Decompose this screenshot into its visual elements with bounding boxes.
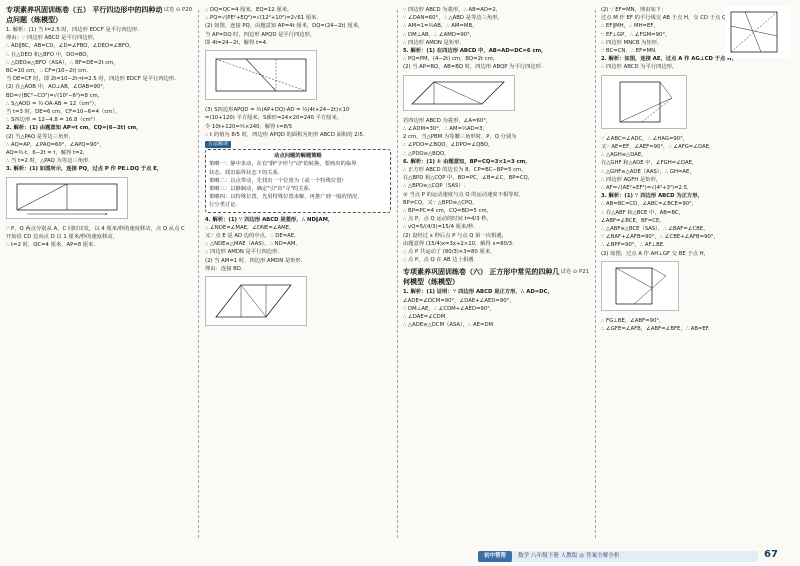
text-line: (2) 在△AOB 中，AO⊥AB，∠OAB=90°， (6, 84, 109, 91)
text-line: ∴ AQ=AP，∠PAQ=60°，∠APQ=90°， (6, 141, 105, 148)
section-title-6: 试卷 ⊙ P21 专项素养巩固训练卷（六） 正方形中常见的四种几何模型（练模型） (403, 268, 589, 286)
text-line: ∴ △AGH≌△DAE， (601, 152, 647, 159)
method-title: 动点问题的解题策略 (274, 153, 322, 160)
text-line: 2 cm，当△PBM 为等腰三角形时，P，Q 分别为 (403, 134, 517, 141)
square-figure-3 (601, 261, 679, 311)
text-line: 在△BPD 和△CQP 中，BD=PC，∠B=∠C，BP=CQ， (403, 175, 534, 182)
method-box (205, 149, 391, 212)
text-line: ∴ PQ=√(PE²+EQ²)=√(12²+10²)=2√61 厘米. (205, 15, 319, 22)
column-4 (601, 6, 791, 544)
text-line: ∴ ∠PDO=∠BQO，∠DPO=∠QBO， (403, 142, 494, 149)
text-line: 开始沿 CD 边向点 D 以 1 厘米/秒的速度移动， (6, 234, 118, 241)
text-line: ∴ 正方形 ABCD 的边长为 8，CP=BC−BP=5 cm， (403, 167, 527, 174)
text-line: ∴ 在△DEO 和△BFO 中，DO=BO， (6, 51, 92, 58)
method-line: 行分类讨论. (209, 202, 238, 209)
text-line: ∵ ∠ABC=∠ADC，∴ ∠HAG=90°， (601, 135, 689, 142)
method-line: 状态，找出临界状态下的关系. (209, 169, 280, 176)
footer-brand: 初中帮帮 (478, 551, 512, 562)
text-line: ∴ t 的值为 8/5 时，四边形 APQD 的面积为矩形 ABCD 面积的 2/5. (205, 131, 365, 138)
rectangle-figure-1 (6, 177, 128, 219)
text-line: ∴ 四边形 MNCB 为矩形， (601, 39, 663, 46)
text-line: ∴ 四边形 AMDN 是矩形. (403, 39, 462, 46)
square-figure-2 (601, 75, 687, 129)
text-line: ∵ 四边形 ABCD 为菱形，∴ AB=AD=2， (403, 7, 501, 13)
text-line: ∴ △PDO≌△BQO， (403, 150, 450, 157)
text-line: ∴ BP=PC=4 cm，CQ=BD=5 cm， (403, 208, 492, 215)
text-line: ∴ △ABF≌△BCE（SAS），∴ ∠BAF=∠CBE， (601, 226, 709, 233)
text-line: ∵ DM⊥AE，∴ ∠CDM+∠AED=90°， (403, 305, 496, 312)
text-line: 6. 解析：(1) ① 由题意知，BP=CQ=3×1=3 cm， (403, 158, 531, 165)
text-line: ∴ 四边形 AMDN 是平行四边形. (205, 249, 280, 256)
text-line: 过点 M 作 EF 的平行线交 AB 于点 H，交 CD 于点 Q， (601, 15, 732, 22)
text-line: 2. 解析：如图，连接 AE，过点 A 作 AG⊥CD 于点 H， (601, 56, 737, 63)
text-line: BD=√(BC²−CD²)=√(10²−6²)=8 cm， (6, 92, 103, 99)
text-line: (2) ∵ EF=MN，理由如下： (601, 7, 667, 13)
method-line: 策略一：静中求动，在有"静"字形与"动"的转换，要画出的临界 (209, 161, 357, 168)
text-line: 1. 解析：(1) 当 t=2.5 时，四边形 EDCF 是平行四边形. (6, 27, 139, 33)
text-line: ∴ FG⊥BE，∠ABF=90°， (601, 318, 665, 325)
text-line: 3. 解析：(1) 如图所示，连接 PQ，过点 P 作 PE⊥DQ 于点 E， (6, 166, 163, 173)
text-line: ∵ ∠BAF+∠AFB=90°，∴ ∠CBE+∠AFB=90°， (601, 234, 719, 241)
text-line: ∴ 在△ABF 和△BCE 中，AB=BC， (601, 209, 684, 216)
text-line: (2) 当 AM=1 时，四边形 AMDN 是矩形. (205, 257, 303, 264)
text-line: ∴ 四边形 ABCD 为平行四边形， (601, 64, 678, 71)
text-line: ∴ 点 P，点 Q 运动的时间 t=4/3 秒， (403, 216, 492, 223)
text-line: ∴ 点 P，点 Q 在 AB 边上相遇. (403, 257, 476, 264)
rhombus-figure (205, 276, 307, 326)
text-line: ∴ △BPD≌△CQP（SAS）. (403, 183, 466, 190)
section-ref: 试卷 ⊙ P20 (163, 7, 192, 13)
text-line: (3) S四边形APQD = ½(AP+DQ)·AD = ½(4t+24−2t)×10 (205, 107, 350, 114)
text-line: ∴ EF∥MH，∴ MH=EF， (601, 23, 659, 30)
text-line: BC=10 cm，∴ CF=(10−2t) cm. (6, 68, 88, 75)
section-title-5: 试卷 ⊙ P20 专项素养巩固训练卷（五） 平行四边形中的四种动点问题（练模型） (6, 6, 192, 24)
text-line: ∴ PQ=PM，(4−2t) cm，BQ=2t cm， (403, 56, 499, 63)
text-line: ∴ AF=√(AE²+EF²)=√(4²+3²)=2.5， (601, 185, 693, 192)
parallelogram-figure (403, 75, 515, 111)
text-line: ∴ t=2 时，QC=4 厘米，AP=8 厘米. (6, 242, 96, 249)
text-line: (2) 当 AP=BQ，AB=BQ 时，四边形 ABQP 为平行四边形. (403, 64, 543, 71)
text-line: 4. 解析：(1) ∵ 四边形 ABCD 是菱形，∴ ND∥AM， (205, 216, 334, 223)
text-line: ∴ AM=1=½AB，∴ AM=MB， (403, 23, 478, 30)
text-line: 5. 解析：(1) 在四边形 ABCD 中，AB=AD=DC=6 cm， (403, 48, 547, 55)
text-line: ∴ AD∥BC，AB=CD，∠D=∠FBO，∠DEO=∠BFO， (6, 43, 135, 50)
text-line: ∵ EF⊥GP，∴ ∠FGM=90°， (601, 31, 671, 38)
text-line: 若四边形 ABCD 为菱形，∠A=60°， (403, 117, 492, 124)
text-line: BP≠CQ，又∵ △BPD≌△CPQ， (403, 199, 478, 206)
rectangle-figure-2 (205, 50, 317, 100)
text-line: 理由：∵ 四边形 ABCD 是平行四边形， (6, 35, 99, 42)
method-line: 策略三：以静制动，确定"引"出"寻"的关系. (209, 186, 311, 193)
text-line: ∴ ∠GFE=∠AFB，∠ABF=∠BFE，∴ AB=EF. (601, 326, 710, 333)
text-line: 3. 解析：(1) ∵ 四边形 ABCD 为正方形， (601, 193, 703, 200)
text-line: ∴ 当 t=2 时，△PAQ 为等边三角形. (6, 158, 90, 165)
text-line: ∴ DQ=QC=4 厘米，EQ=12 厘米， (205, 7, 293, 13)
text-line: 令 10t+120=⅖×240，解得 t=8/5 (205, 123, 293, 130)
text-line: ∴ S四边形 = 12−4.8 = 16.8（cm²） (6, 117, 99, 124)
text-line: 当 AP=DQ 时，四边形 APQD 是平行四边形， (205, 31, 316, 38)
text-line: ∠ABF=∠BCE，BF=CE， (601, 217, 665, 224)
text-line: (2) 如图，过点 A 作 AH⊥GF 交 BE 于点 H， (601, 250, 709, 257)
text-line: ∵ BC=CN，∴ EF=MN. (601, 48, 657, 55)
text-line: ② 当点 P 的运动速度与点 Q 的运动速度不相等时， (403, 191, 525, 198)
text-line: 1. 解析：(1) 证明：∵ 四边形 ABCD 是正方形，∴ AD=DC， (403, 289, 553, 296)
column-divider (595, 10, 596, 538)
method-line: 策略四：以特殊位置，先用特殊位置求解，再推广到一般的情况， (209, 194, 363, 201)
text-line: 即 4t=24−2t，解得 t=4. (205, 39, 268, 46)
page-number: 67 (764, 549, 778, 560)
text-line: (2) 如图，连接 PQ，由题意知 AP=4t 厘米，DQ=(24−2t) 厘米， (205, 23, 364, 30)
text-line: ∴ S△AOD = ½·OA·AB = 12（cm²）， (6, 100, 100, 107)
text-line: ∵ P，Q 两点分别从 A，C 同时出发，以 4 厘米/秒的速度移动，点 Q 从点 C (6, 225, 185, 232)
text-line: AQ=½·t，6−2t = t，解得 t=2， (6, 150, 89, 157)
text-line: (2) 设经过 x 秒后点 P 与点 Q 第一次相遇， (403, 232, 507, 239)
text-line: ∴ AB=BC=CD，∠ABC=∠BCE=90°， (601, 201, 698, 208)
column-divider (198, 10, 199, 538)
column-1 (6, 6, 192, 544)
column-2 (205, 6, 391, 544)
text-line: 又∵ AE=EF，∠AEF=90°，∴ ∠AFG=∠DAE， (601, 144, 715, 151)
text-line: ∴ DM⊥AB，∴ ∠AMD=90°， (403, 31, 476, 38)
square-figure-1 (725, 6, 791, 58)
text-line: ∴ 四边形 AGFH 是矩形， (601, 176, 662, 183)
section-ref: 试卷 ⊙ P21 (560, 269, 589, 276)
text-line: 又∵ 点 E 是 AD 边的中点，∴ DE=AE， (205, 233, 300, 240)
text-line: ∴ ∠BPF=90°，∴ AF⊥BE. (601, 242, 665, 249)
text-line: ∴ 点 P 共运动了 (80/3)×3=80 厘米， (403, 249, 496, 256)
text-line: 在△GHF 和△ADE 中，∠FGH=∠DAE， (601, 160, 698, 167)
text-line: =(10+120) 平方厘米，S梯形=24×20=240 平方厘米， (205, 115, 343, 122)
text-line: ∠ADE=∠DCM=90°，∠DAE+∠AED=90°， (403, 297, 515, 304)
text-line: ∴ △DEO≌△BFO（ASA），∴ BF=DE=2t cm， (6, 59, 119, 66)
column-divider (397, 10, 398, 538)
footer-info: 数学 八年级下册 人教版 ◎ 答案全解全析 (518, 553, 620, 559)
text-line: 当 DE=CF 时，即 2t=10−2t⇒t=2.5 时，四边形 EDCF 是平行四边形. (6, 76, 176, 83)
text-line: ∴ △ADE≌△DCM（ASA），∴ AE=DM. (403, 322, 495, 329)
text-line: 理由：连接 BD. (205, 265, 243, 272)
text-line: 2. 解析：(1) 由题意知 AP=t cm，CQ=(6−2t) cm， (6, 125, 142, 132)
text-line: 由题意得 (15/4)x=3x+2×10，解得 x=80/3. (403, 240, 514, 247)
method-line: 策略二：以点带动，先找出一个位置为（或一个特殊位置） (209, 177, 347, 184)
text-line: ∴ vQ=5/(4/3)=15/4 厘米/秒. (403, 224, 475, 231)
text-line: 当 t=3 时，DE=6 cm，CF=10−6=4（cm）， (6, 109, 121, 116)
text-line: ∴ △GHF≌△ADE（AAS），∴ GH=AE， (601, 168, 695, 175)
text-line: ∴ ∠DAE=∠CDM， (403, 314, 451, 321)
text-line: ∴ △NDE≌△MAE（AAS），∴ ND=AM， (205, 241, 301, 248)
column-3 (403, 6, 589, 544)
text-line: ∵ ∠DAN=60°，∴ △ABD 是等边三角形， (403, 15, 503, 22)
page-footer (0, 546, 800, 566)
text-line: ∴ ∠ADM=30°，∴ AM=½AD=3， (403, 126, 488, 133)
text-line: ∴ ∠NDE=∠MAE，∠DNE=∠AME， (205, 224, 295, 231)
text-line: (2) 当△PAQ 是等边三角形， (6, 133, 74, 140)
method-tag: 方法解读 (205, 141, 231, 148)
